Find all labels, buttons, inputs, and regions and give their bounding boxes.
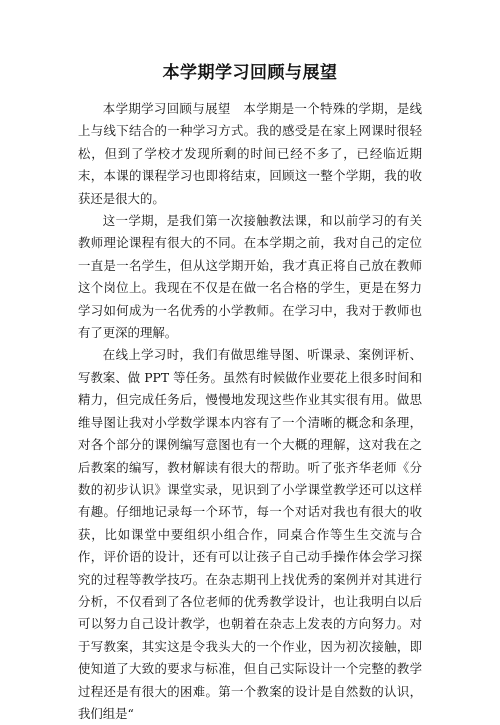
document-title: 本学期学习回顾与展望: [162, 63, 338, 83]
paragraph-2: 这一学期，是我们第一次接触教法课，和以前学习的有关教师理论课程有很大的不同。在本学期之前，我对自己的定位一直是一名学生，但从这学期开始，我才真正将自己放在教师这个岗位上。我现在不仅是在做一名合格的学生，更是在努力学习如何成为一名优秀的小学教师。在学习中，我对于教师也有了更深的理解。: [78, 213, 422, 341]
paragraph-1: 本学期学习回顾与展望 本学期是一个特殊的学期，是线上与线下结合的一种学习方式。我的感受是在家上网课时很轻松，但到了学校才发现所剩的时间已经不多了，已经临近期末，本课的课程学习也即将结束，回顾这一整个学期，我的收获还是很大的。: [78, 101, 422, 206]
paragraph-3: 在线上学习时，我们有做思维导图、听课录、案例评析、写教案、做 PPT 等任务。虽然有时候做作业要花上很多时间和精力，但完成任务后，慢慢地发现这些作业其实很有用。做思维导图让我对小学数学课本内容有了一个清晰的概念和条理，对各个部分的课例编写意图也有一个大概的理解，这对我在之后教案的编写，教材解读有很大的帮助。听了张齐华老师《分数的初步认识》课堂实录，见识到了小学课堂教学还可以这样有趣。仔细地记录每一个环节，每一个对话对我也有很大的收获，比如课堂中要组织小组合作，同桌合作等生生交流与合作，评价语的设计，还有可以让孩子自己动手操作体会学习探究的过程等教学技巧。在杂志期刊上找优秀的案例并对其进行分析，不仅看到了各位老师的优秀教学设计，也让我明白以后可以努力自己设计教学，也朝着在杂志上发表的方向努力。对于写教案，其实这是令我头大的一个作业，因为初次接触，即使知道了大致的要求与标准，但自己实际设计一个完整的教学过程还是有很大的困难。第一个教案的设计是自然数的认识，我们组是“: [78, 347, 422, 721]
